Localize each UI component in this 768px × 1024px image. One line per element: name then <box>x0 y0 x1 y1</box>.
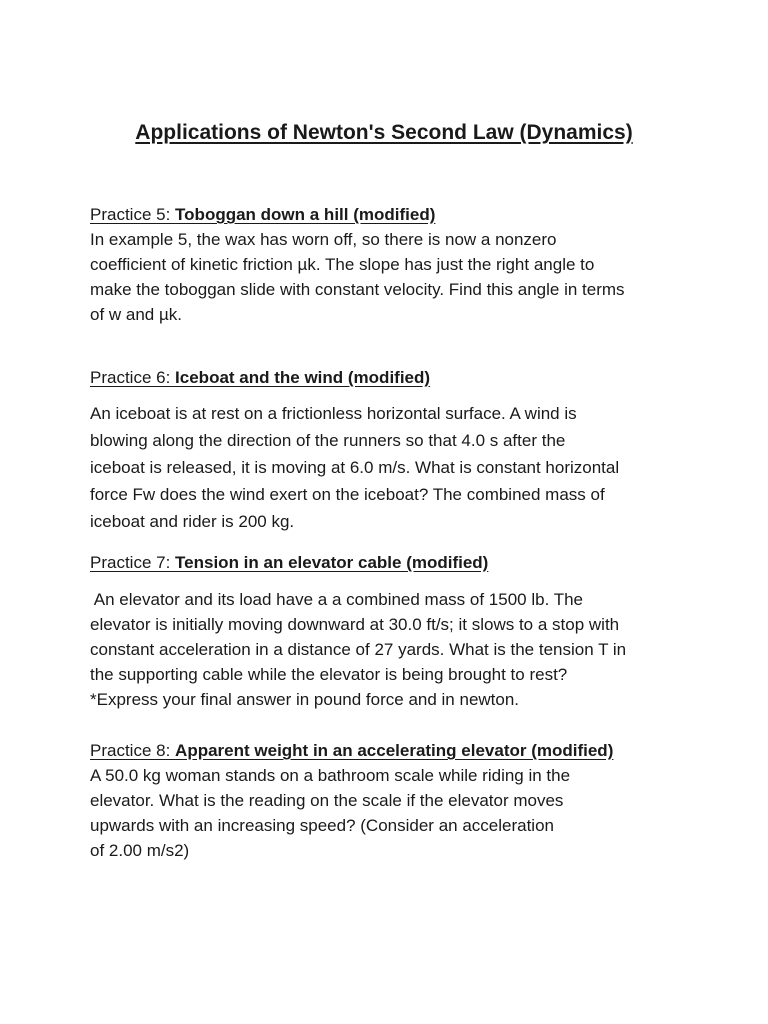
practice-text-line: constant acceleration in a distance of 27 yards. What is the tension T in <box>90 640 627 659</box>
practice-5-section <box>90 202 690 327</box>
practice-label: Practice 6: <box>90 368 176 387</box>
practice-text-line: A 50.0 kg woman stands on a bathroom scale while riding in the <box>90 766 571 785</box>
practice-text-line: An iceboat is at rest on a frictionless horizontal surface. A wind is <box>90 404 577 423</box>
practice-text-line: iceboat and rider is 200 kg. <box>90 512 295 531</box>
practice-title: Iceboat and the wind (modified) <box>175 368 431 387</box>
document-title: Applications of Newton's Second Law (Dynamics) <box>135 121 633 144</box>
practice-label: Practice 7: <box>90 553 176 572</box>
practice-5-heading <box>90 202 690 227</box>
practice-7-heading <box>90 550 690 575</box>
practice-6-heading <box>90 365 690 390</box>
practice-text-line: make the toboggan slide with constant velocity. Find this angle in terms <box>90 280 625 299</box>
practice-7-section <box>90 550 690 712</box>
practice-title: Toboggan down a hill (modified) <box>175 205 436 224</box>
practice-text-line: force Fw does the wind exert on the iceboat? The combined mass of <box>90 485 605 504</box>
practice-label: Practice 8: <box>90 741 176 760</box>
practice-text-line: blowing along the direction of the runners so that 4.0 s after the <box>90 431 566 450</box>
practice-label: Practice 5: <box>90 205 176 224</box>
practice-text-line: of w and µk. <box>90 305 183 324</box>
practice-text-line: the supporting cable while the elevator is being brought to rest? <box>90 665 568 684</box>
practice-text-line: elevator is initially moving downward at 30.0 ft/s; it slows to a stop with <box>90 615 620 634</box>
practice-text-line: iceboat is released, it is moving at 6.0 m/s. What is constant horizontal <box>90 458 620 477</box>
practice-text-line: elevator. What is the reading on the scale if the elevator moves <box>90 791 564 810</box>
practice-title: Tension in an elevator cable (modified) <box>175 553 489 572</box>
practice-text-line: An elevator and its load have a a combined mass of 1500 lb. The <box>90 590 583 609</box>
practice-text-line: In example 5, the wax has worn off, so there is now a nonzero <box>90 230 557 249</box>
practice-title: Apparent weight in an accelerating elevator (modified) <box>175 741 614 760</box>
practice-text-line: of 2.00 m/s2) <box>90 841 190 860</box>
practice-text-line: upwards with an increasing speed? (Consider an acceleration <box>90 816 554 835</box>
practice-text-line: *Express your final answer in pound force and in newton. <box>90 690 520 709</box>
practice-8-heading <box>90 738 690 763</box>
practice-8-section <box>90 738 690 863</box>
practice-6-section <box>90 365 690 535</box>
practice-text-line: coefficient of kinetic friction µk. The slope has just the right angle to <box>90 255 595 274</box>
